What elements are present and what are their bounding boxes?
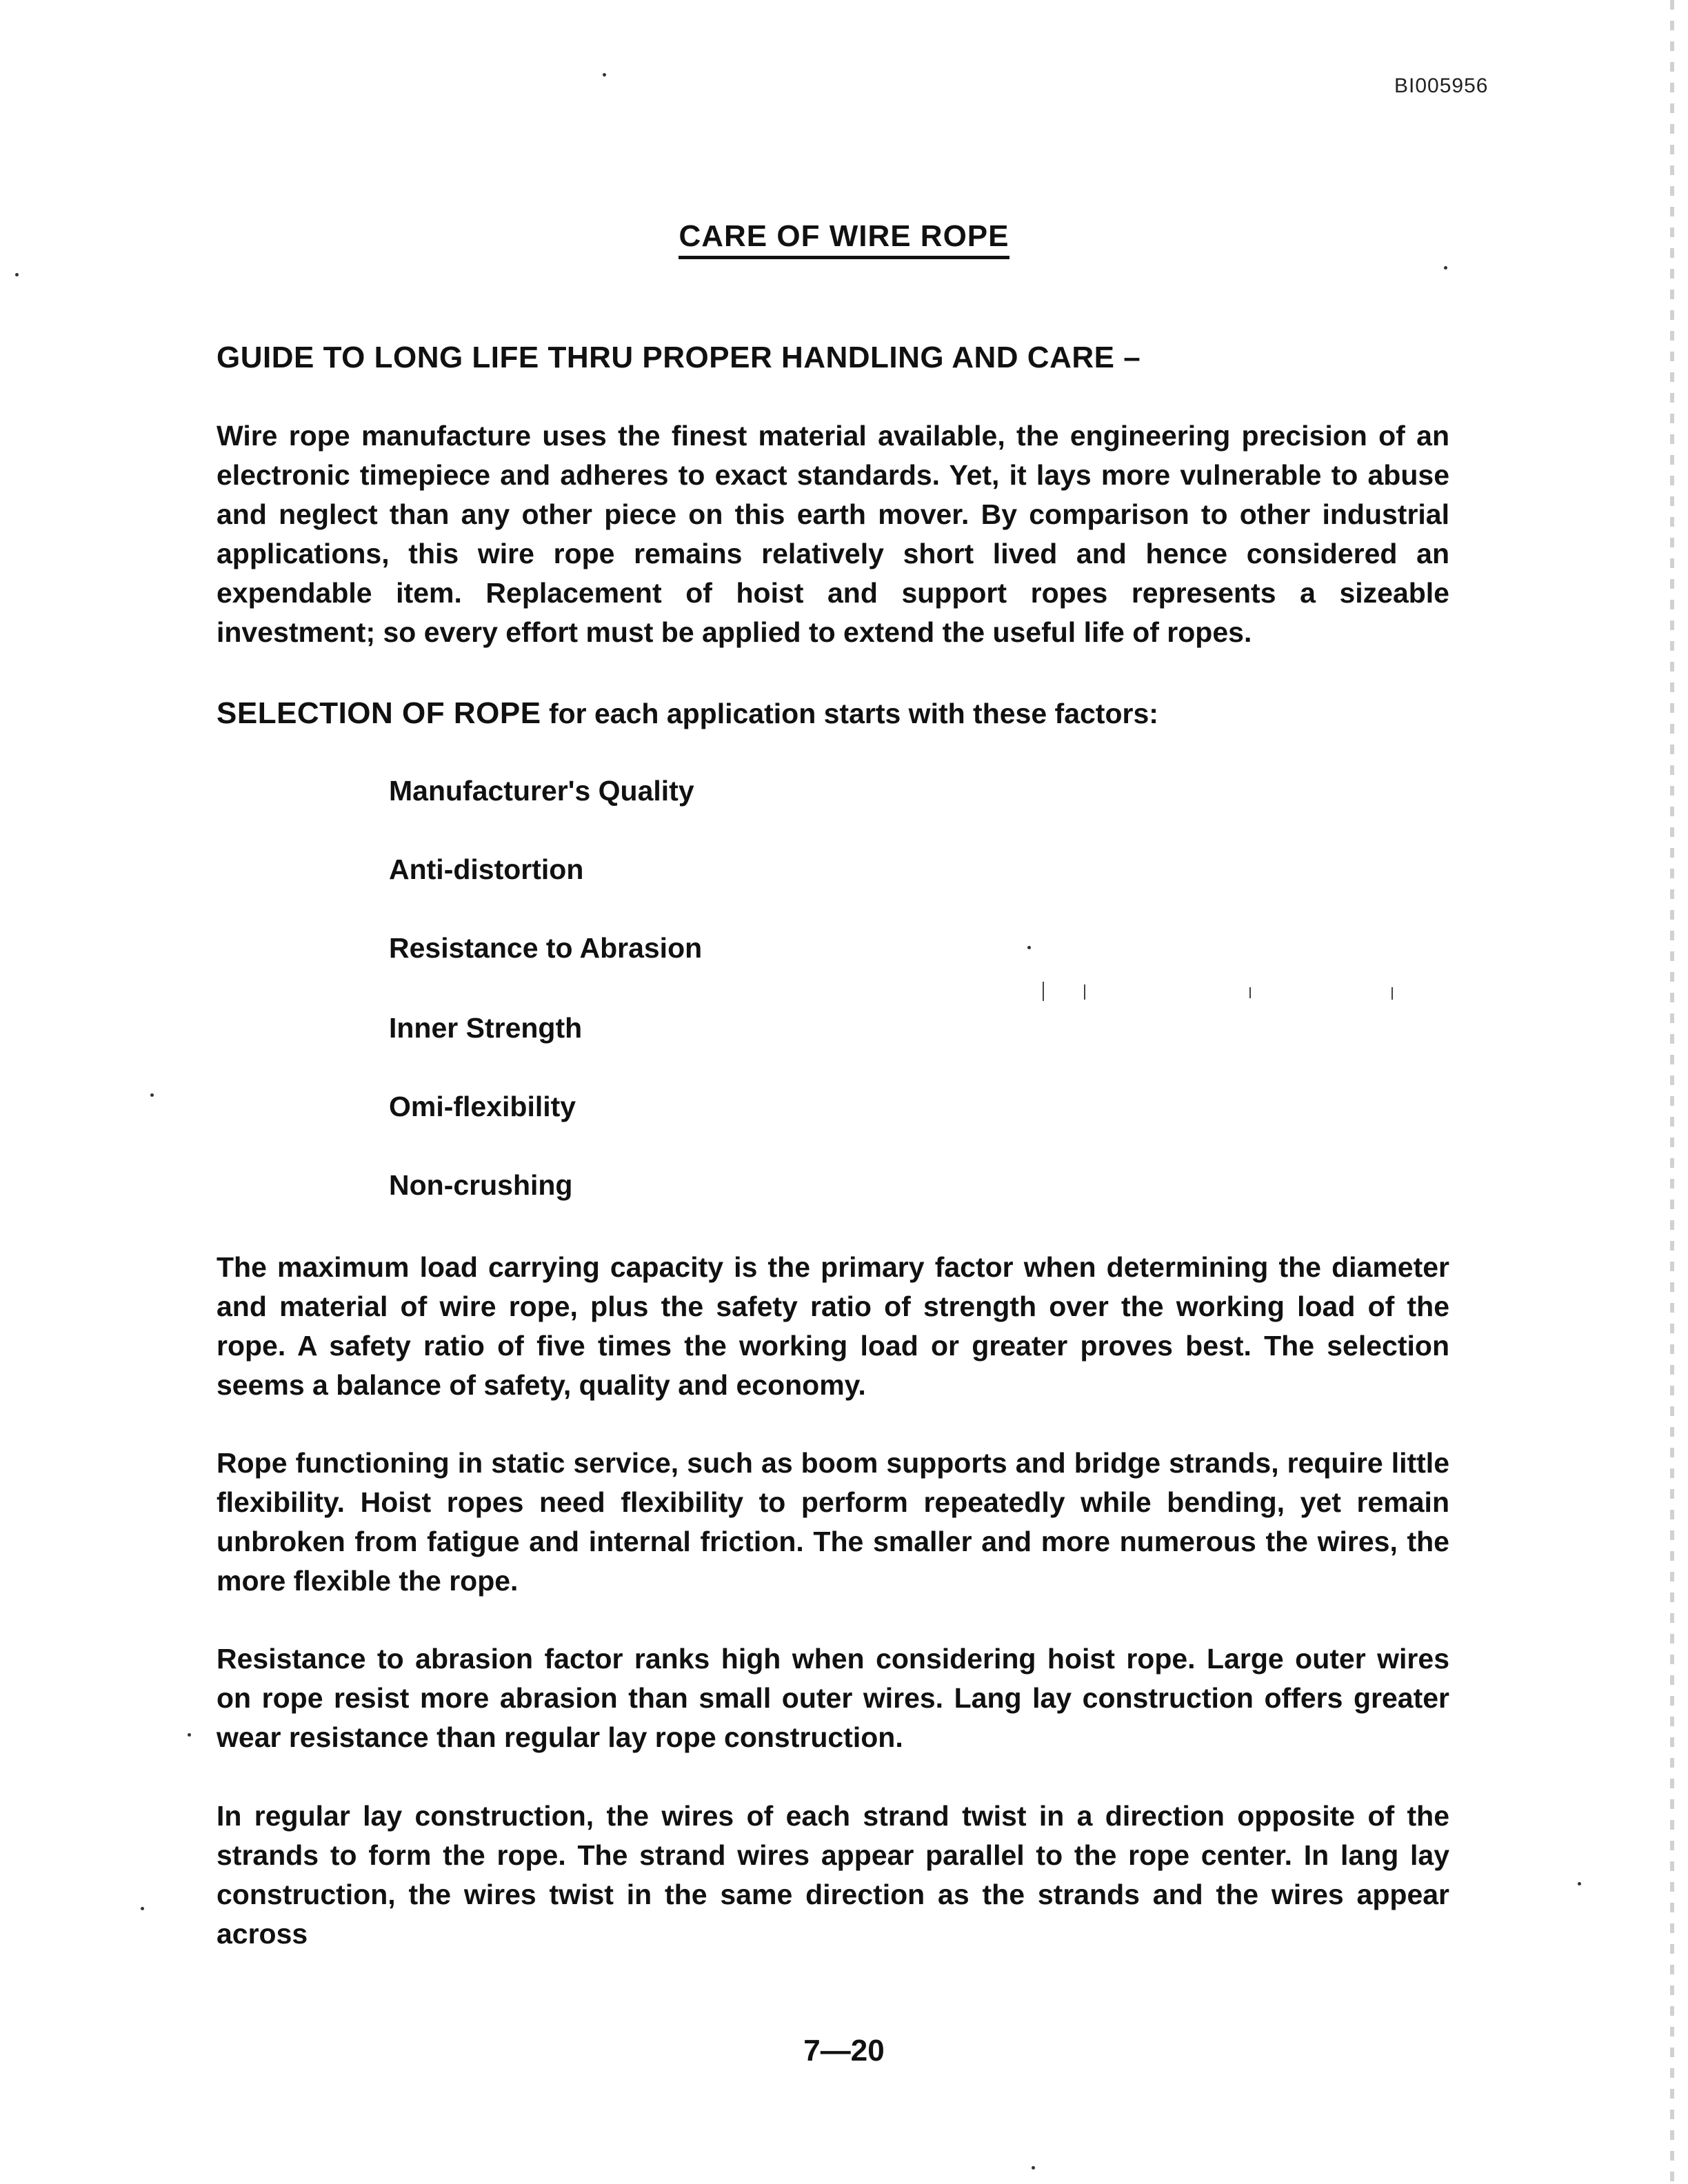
scan-speck xyxy=(141,1907,144,1910)
flexibility-paragraph: Rope functioning in static service, such as boom supports and bridge strands, require little flexibility. Hoist ropes need flexibility to perform repeatedly while bending, yet remain unbroken from fatigue and internal friction. The smaller and more numerous the wires, the more flexible the rope. xyxy=(217,1447,1449,1597)
intro-paragraph: Wire rope manufacture uses the finest material available, the engineering precision of an electronic timepiece and adheres to exact standards. Yet, it lays more vulnerable to abuse and neglect than any other piece on this earth mover. By comparison to other industrial applications, this wire rope remains relatively short lived and hence considered an expendable item. Replacement of hoist and support ropes represents a sizeable investment; so every effort must be applied to extend the useful life of ropes. xyxy=(217,420,1449,648)
scan-speck xyxy=(15,273,19,276)
scan-speck xyxy=(1444,266,1447,270)
document-id: BI005956 xyxy=(1394,74,1489,97)
abrasion-paragraph: Resistance to abrasion factor ranks high when considering hoist rope. Large outer wires on rope resist more abrasion than small outer wires. Lang lay construction offers greater wear resistance than regular lay rope construction. xyxy=(217,1643,1449,1753)
page-title xyxy=(0,219,1688,254)
scan-speck xyxy=(1027,946,1031,949)
selection-rest: for each application starts with these factors: xyxy=(541,698,1158,729)
scan-speck xyxy=(188,1733,191,1737)
factor-item: Inner Strength xyxy=(389,1012,583,1044)
page-title-text: CARE OF WIRE ROPE xyxy=(679,219,1009,259)
factor-item: Manufacturer's Quality xyxy=(389,775,694,807)
scan-mark xyxy=(1249,987,1251,998)
factor-item: Anti-distortion xyxy=(389,853,584,885)
scan-mark xyxy=(1084,984,1085,1000)
scan-mark xyxy=(1391,987,1393,1000)
scan-speck xyxy=(1578,1882,1581,1885)
factor-item: Omi-flexibility xyxy=(389,1091,576,1122)
scan-mark xyxy=(1043,982,1044,1001)
lay-paragraph: In regular lay construction, the wires of each strand twist in a direction opposite of the strands to form the rope. The strand wires appear parallel to the rope center. In lang lay construction, the wires twist in the same direction as the strands and the wires appear across xyxy=(217,1800,1449,1950)
section-heading: GUIDE TO LONG LIFE THRU PROPER HANDLING AND CARE – xyxy=(217,341,1141,374)
selection-paragraph xyxy=(217,694,1449,734)
scan-edge xyxy=(1670,0,1674,2184)
scan-speck xyxy=(1032,2166,1035,2170)
capacity-paragraph: The maximum load carrying capacity is the primary factor when determining the diameter and material of wire rope, plus the safety ratio of strength over the working load of the rope. A safety ratio of five times the working load or greater proves best. The selection seems a balance of safety, quality and economy. xyxy=(217,1251,1449,1401)
factor-item: Non-crushing xyxy=(389,1169,573,1201)
selection-lead: SELECTION OF ROPE xyxy=(217,696,541,730)
scan-speck xyxy=(150,1093,154,1097)
page-number: 7—20 xyxy=(803,2034,885,2067)
factor-item: Resistance to Abrasion xyxy=(389,932,703,964)
scan-speck xyxy=(603,73,606,77)
